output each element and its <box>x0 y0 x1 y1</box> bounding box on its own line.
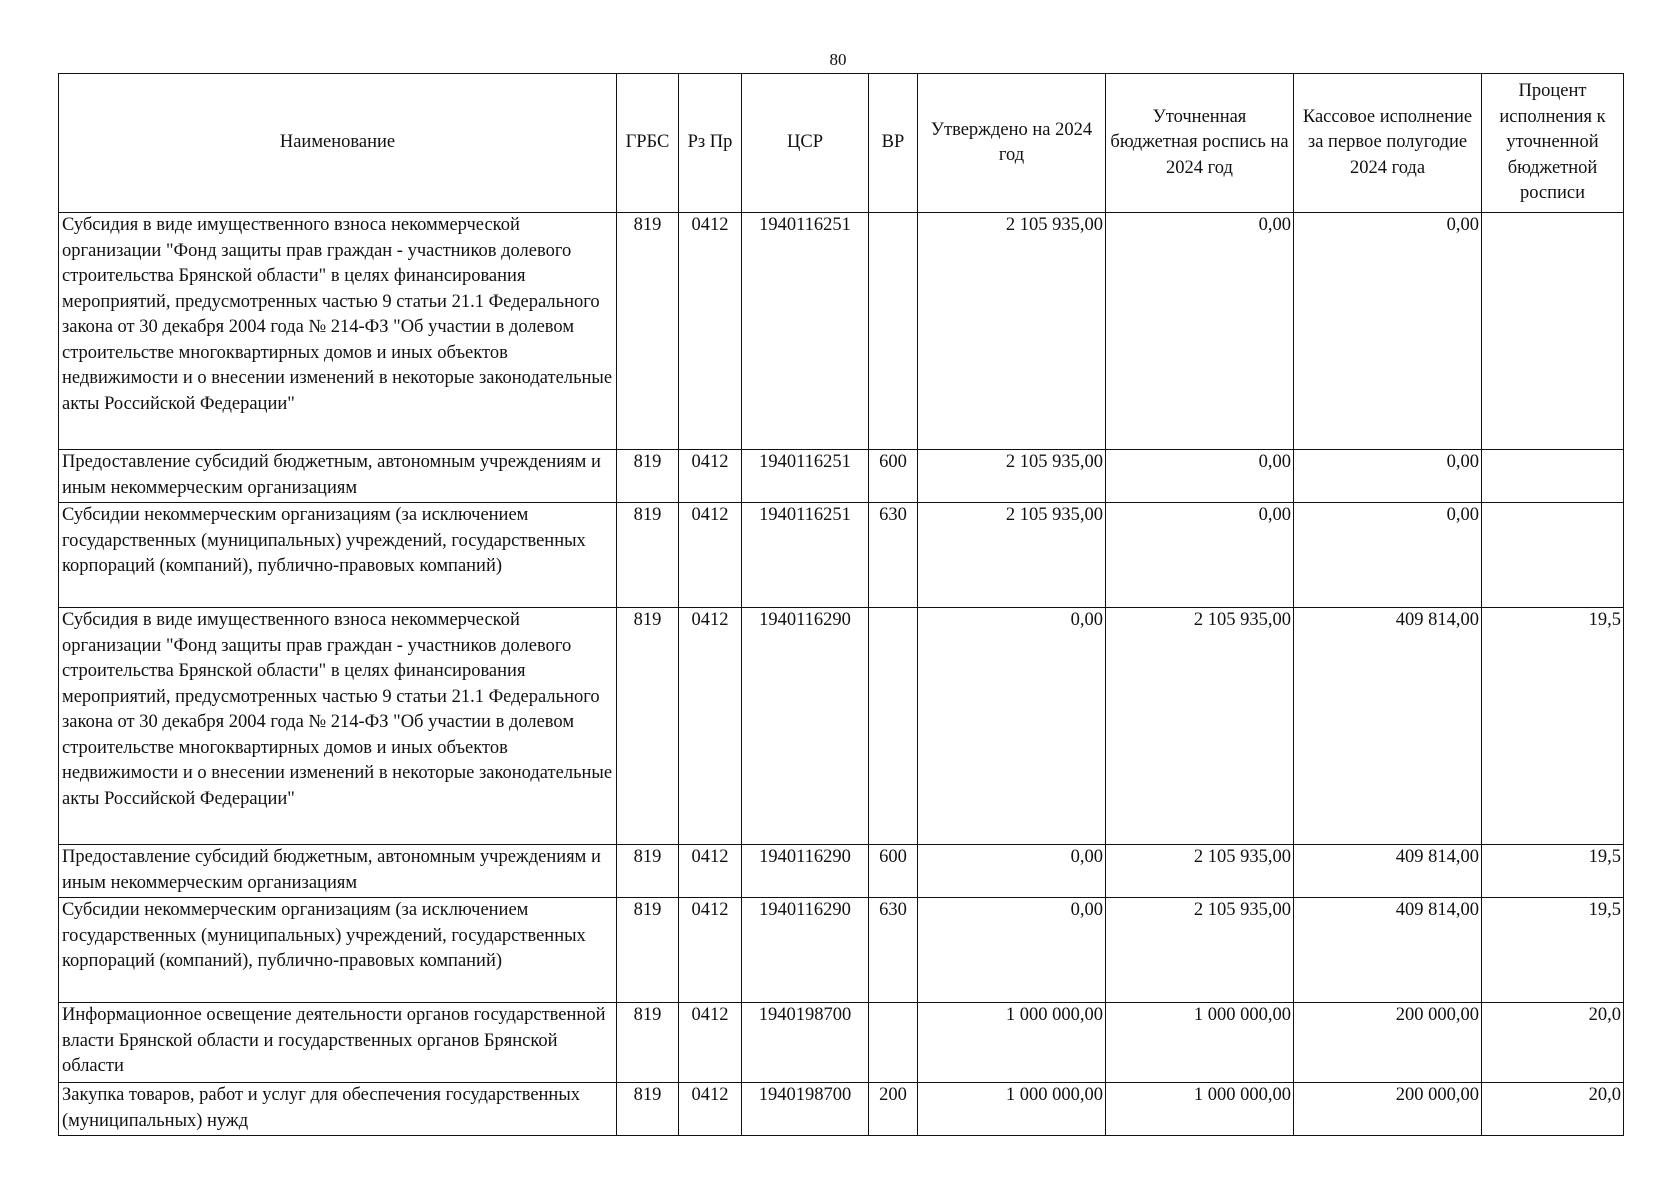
cell-cash: 409 814,00 <box>1294 898 1482 1003</box>
cell-name: Субсидия в виде имущественного взноса некоммерческой организации "Фонд защиты прав граждан - участников долевого строительства Брянской области" в целях финансирования мероприятий, предусмотренных частью 9 статьи 21.1 Федерального закона от 30 декабря 2004 года № 214-ФЗ "Об участии в долевом строительстве многоквартирных домов и иных объектов недвижимости и о внесении изменений в некоторые законодательные акты Российской Федерации" <box>59 213 617 450</box>
cell-cash: 200 000,00 <box>1294 1083 1482 1136</box>
cell-refined: 0,00 <box>1106 213 1294 450</box>
cell-approved: 1 000 000,00 <box>918 1083 1106 1136</box>
cell-percent <box>1482 213 1624 450</box>
budget-table <box>58 73 1624 1136</box>
cell-vr <box>869 608 918 845</box>
cell-name: Информационное освещение деятельности органов государственной власти Брянской области и государственных органов Брянской области <box>59 1003 617 1083</box>
header-rzpr: Рз Пр <box>679 74 742 213</box>
header-csr: ЦСР <box>742 74 869 213</box>
cell-vr: 200 <box>869 1083 918 1136</box>
cell-grbs: 819 <box>617 1003 679 1083</box>
cell-approved: 0,00 <box>918 608 1106 845</box>
cell-refined: 0,00 <box>1106 503 1294 608</box>
cell-cash: 0,00 <box>1294 503 1482 608</box>
header-cash: Кассовое исполнение за первое полугодие 2024 года <box>1294 74 1482 213</box>
table-header-row <box>59 74 1624 213</box>
cell-vr: 630 <box>869 898 918 1003</box>
cell-approved: 0,00 <box>918 898 1106 1003</box>
cell-vr: 630 <box>869 503 918 608</box>
cell-csr: 1940116290 <box>742 608 869 845</box>
cell-refined: 1 000 000,00 <box>1106 1083 1294 1136</box>
cell-csr: 1940116290 <box>742 898 869 1003</box>
cell-grbs: 819 <box>617 1083 679 1136</box>
cell-approved: 2 105 935,00 <box>918 213 1106 450</box>
cell-vr <box>869 213 918 450</box>
cell-rzpr: 0412 <box>679 898 742 1003</box>
header-refined: Уточненная бюджетная роспись на 2024 год <box>1106 74 1294 213</box>
cell-rzpr: 0412 <box>679 450 742 503</box>
cell-csr: 1940116251 <box>742 503 869 608</box>
cell-vr: 600 <box>869 845 918 898</box>
cell-rzpr: 0412 <box>679 845 742 898</box>
cell-approved: 0,00 <box>918 845 1106 898</box>
table-row <box>59 845 1624 898</box>
cell-percent <box>1482 450 1624 503</box>
cell-approved: 2 105 935,00 <box>918 503 1106 608</box>
cell-refined: 2 105 935,00 <box>1106 608 1294 845</box>
table-row <box>59 503 1624 608</box>
table-row <box>59 1083 1624 1136</box>
cell-name: Закупка товаров, работ и услуг для обеспечения государственных (муниципальных) нужд <box>59 1083 617 1136</box>
cell-csr: 1940198700 <box>742 1003 869 1083</box>
cell-csr: 1940116290 <box>742 845 869 898</box>
table-row <box>59 608 1624 845</box>
cell-vr: 600 <box>869 450 918 503</box>
cell-grbs: 819 <box>617 450 679 503</box>
cell-vr <box>869 1003 918 1083</box>
cell-rzpr: 0412 <box>679 608 742 845</box>
cell-percent: 19,5 <box>1482 845 1624 898</box>
cell-name: Предоставление субсидий бюджетным, автономным учреждениям и иным некоммерческим организациям <box>59 450 617 503</box>
cell-refined: 0,00 <box>1106 450 1294 503</box>
cell-name: Субсидии некоммерческим организациям (за исключением государственных (муниципальных) учреждений, государственных корпораций (компаний), публично-правовых компаний) <box>59 503 617 608</box>
cell-percent: 20,0 <box>1482 1003 1624 1083</box>
cell-cash: 0,00 <box>1294 213 1482 450</box>
header-grbs: ГРБС <box>617 74 679 213</box>
table-row <box>59 213 1624 450</box>
cell-refined: 2 105 935,00 <box>1106 898 1294 1003</box>
cell-percent <box>1482 503 1624 608</box>
table-row <box>59 898 1624 1003</box>
cell-grbs: 819 <box>617 503 679 608</box>
cell-cash: 409 814,00 <box>1294 608 1482 845</box>
cell-grbs: 819 <box>617 213 679 450</box>
header-vr: ВР <box>869 74 918 213</box>
table-row <box>59 1003 1624 1083</box>
cell-cash: 200 000,00 <box>1294 1003 1482 1083</box>
cell-grbs: 819 <box>617 608 679 845</box>
header-name: Наименование <box>59 74 617 213</box>
cell-rzpr: 0412 <box>679 1083 742 1136</box>
cell-percent: 19,5 <box>1482 898 1624 1003</box>
cell-csr: 1940198700 <box>742 1083 869 1136</box>
cell-refined: 2 105 935,00 <box>1106 845 1294 898</box>
cell-refined: 1 000 000,00 <box>1106 1003 1294 1083</box>
cell-csr: 1940116251 <box>742 450 869 503</box>
cell-name: Субсидия в виде имущественного взноса некоммерческой организации "Фонд защиты прав граждан - участников долевого строительства Брянской области" в целях финансирования мероприятий, предусмотренных частью 9 статьи 21.1 Федерального закона от 30 декабря 2004 года № 214-ФЗ "Об участии в долевом строительстве многоквартирных домов и иных объектов недвижимости и о внесении изменений в некоторые законодательные акты Российской Федерации" <box>59 608 617 845</box>
header-approved: Утверждено на 2024 год <box>918 74 1106 213</box>
cell-rzpr: 0412 <box>679 1003 742 1083</box>
cell-grbs: 819 <box>617 845 679 898</box>
cell-cash: 409 814,00 <box>1294 845 1482 898</box>
cell-grbs: 819 <box>617 898 679 1003</box>
page-number: 80 <box>829 50 847 69</box>
cell-percent: 20,0 <box>1482 1083 1624 1136</box>
cell-approved: 1 000 000,00 <box>918 1003 1106 1083</box>
cell-rzpr: 0412 <box>679 503 742 608</box>
cell-name: Субсидии некоммерческим организациям (за исключением государственных (муниципальных) учреждений, государственных корпораций (компаний), публично-правовых компаний) <box>59 898 617 1003</box>
table-row <box>59 450 1624 503</box>
cell-rzpr: 0412 <box>679 213 742 450</box>
cell-name: Предоставление субсидий бюджетным, автономным учреждениям и иным некоммерческим организациям <box>59 845 617 898</box>
cell-percent: 19,5 <box>1482 608 1624 845</box>
cell-approved: 2 105 935,00 <box>918 450 1106 503</box>
header-percent: Процент исполнения к уточненной бюджетной росписи <box>1482 74 1624 213</box>
cell-cash: 0,00 <box>1294 450 1482 503</box>
cell-csr: 1940116251 <box>742 213 869 450</box>
